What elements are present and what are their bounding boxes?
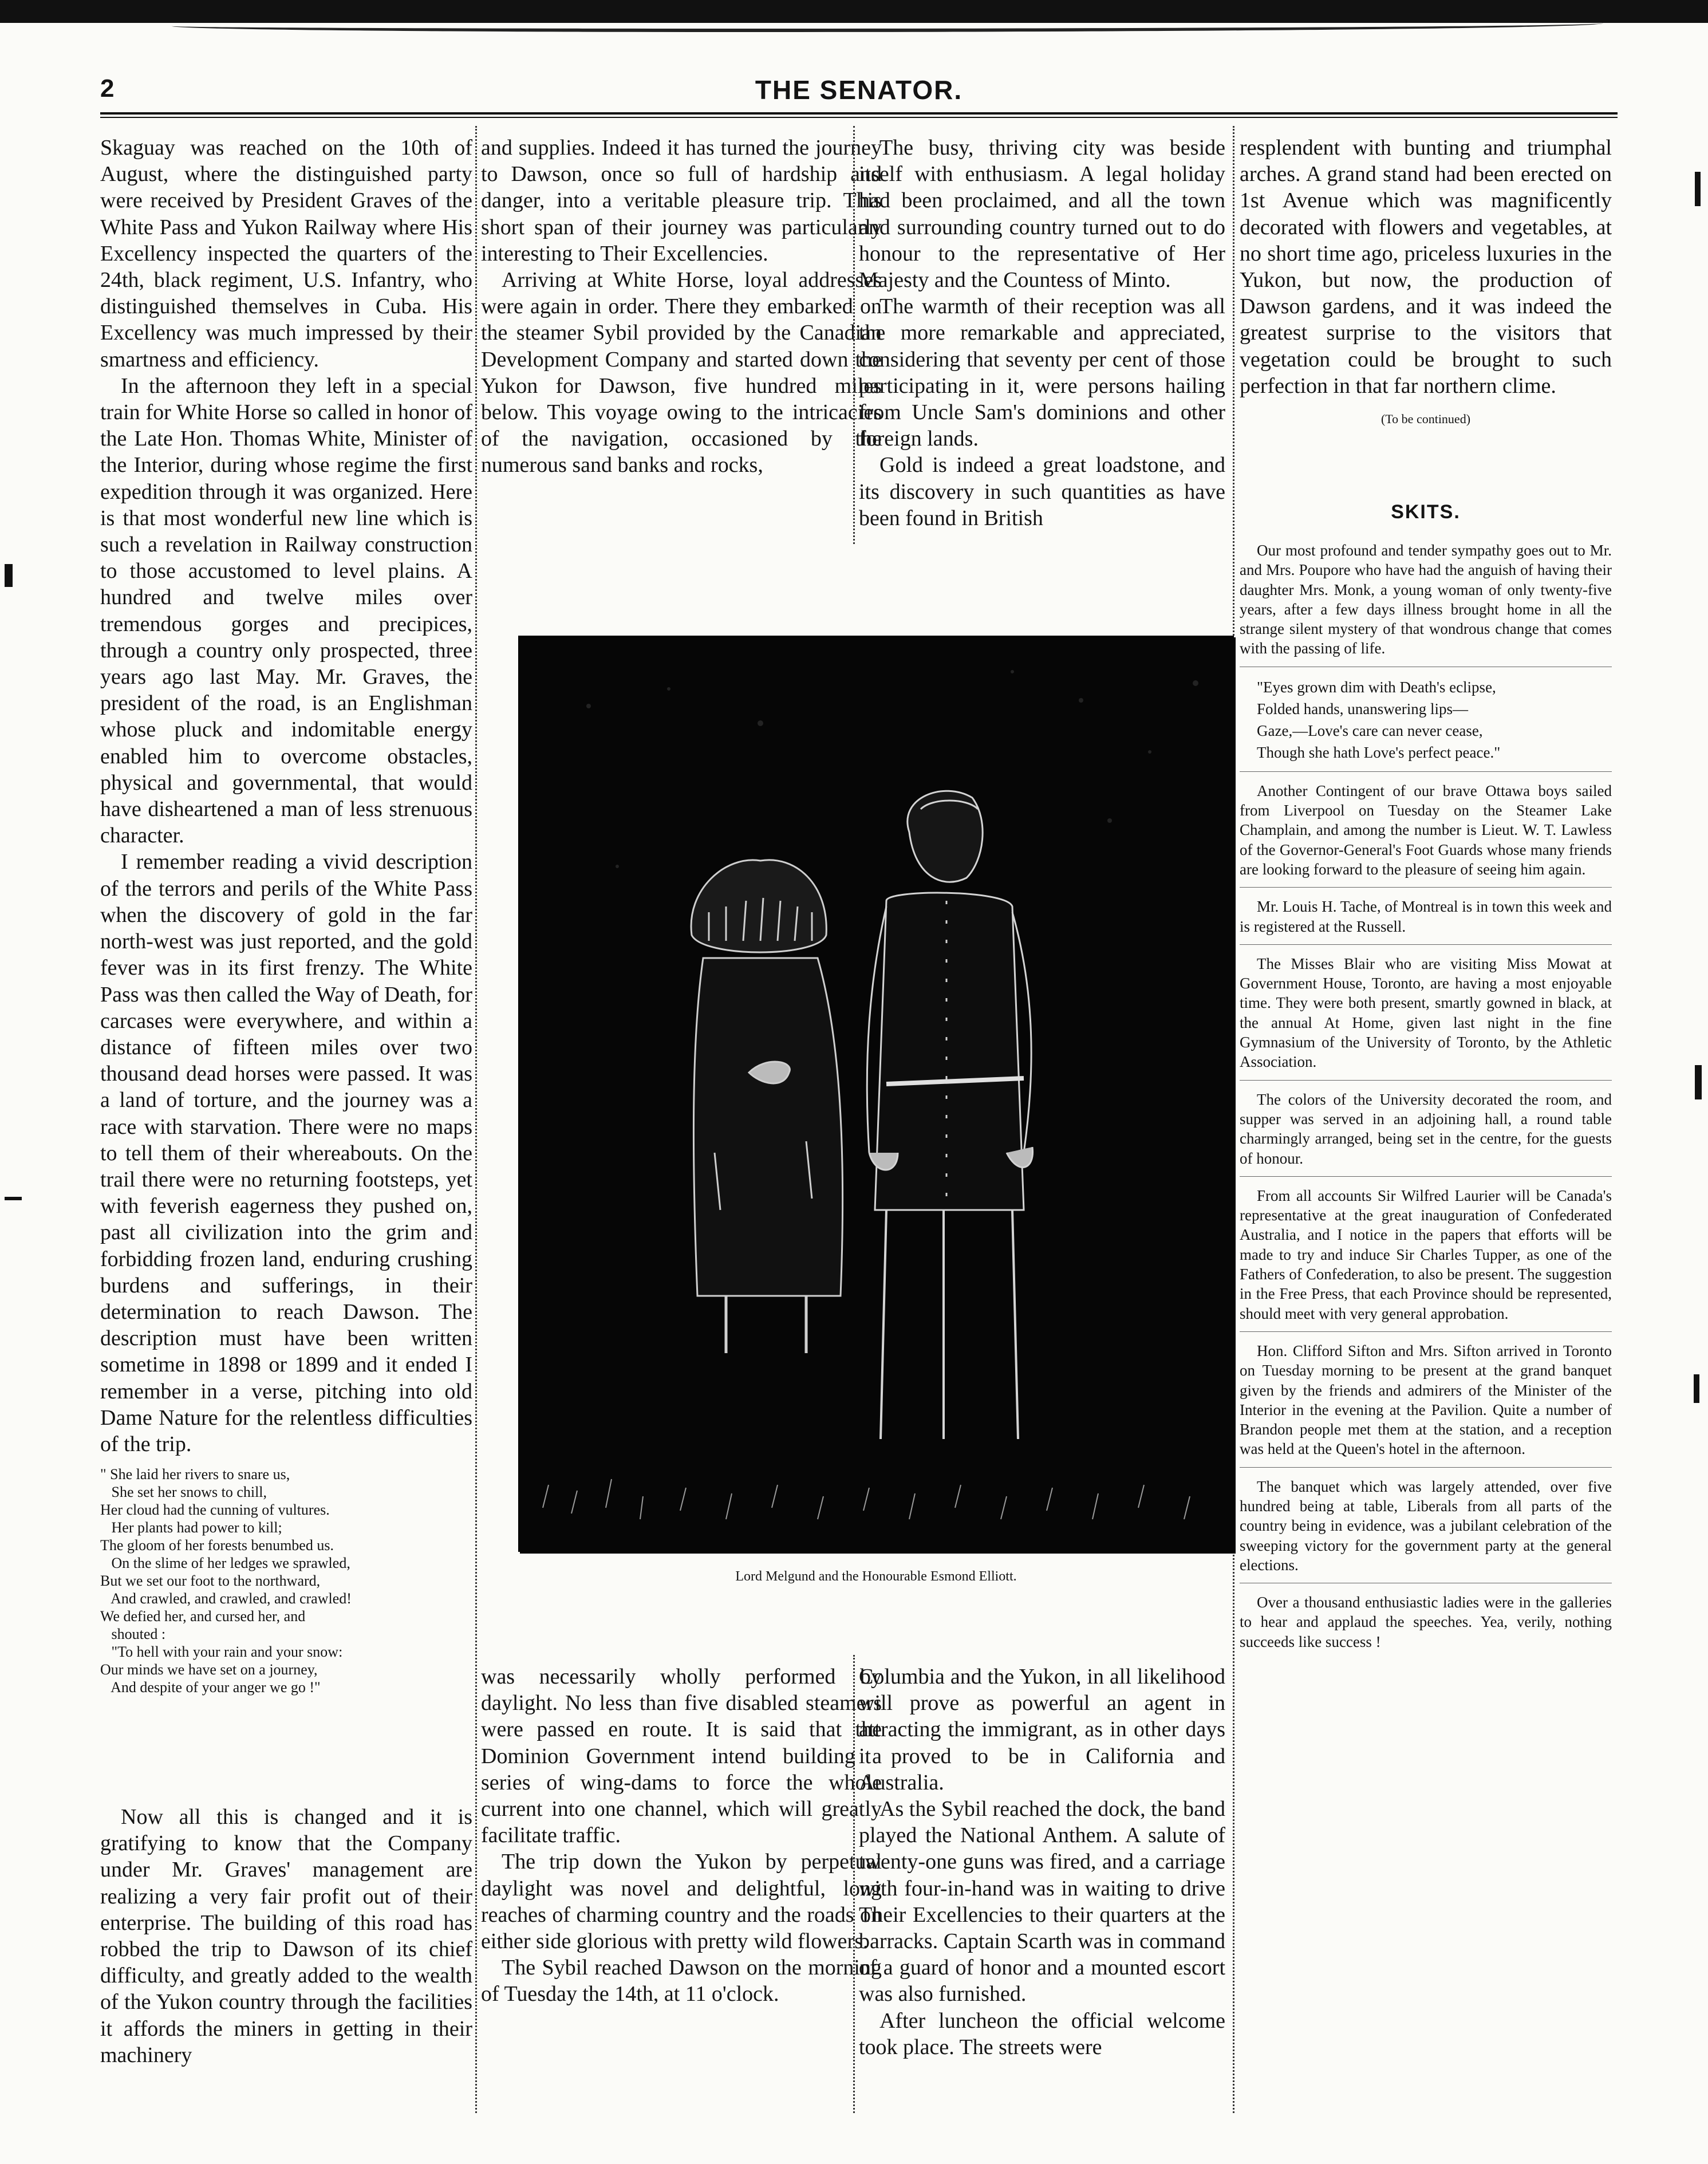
newspaper-title: THE SENATOR. bbox=[755, 75, 963, 105]
scan-mark-right-2 bbox=[1695, 1065, 1702, 1099]
verse-line: Though she hath Love's perfect peace." bbox=[1257, 743, 1501, 761]
paragraph: The busy, thriving city was beside itself with enthusiasm. A legal holiday had been proclaimed, and all the town and surrounding country turned out to do honour to the representative of Her Majesty and the Countess of Minto. bbox=[859, 136, 1225, 293]
paragraph: The warmth of their reception was all the more remarkable and appreciated, considering that seventy per cent of those participating in it, were persons hailing from Uncle Sam's dominions and other foreign lands. bbox=[859, 294, 1225, 451]
poem-line: We defied her, and cursed her, and bbox=[100, 1608, 306, 1625]
paragraph: and supplies. Indeed it has turned the journey to Dawson, once so full of hardship and danger, into a veritable pleasure trip. This short span of their journey was particularly interesting to Their Excellencies. bbox=[481, 136, 882, 266]
verse-line: Gaze,—Love's care can never cease, bbox=[1257, 722, 1483, 739]
skit-item: From all accounts Sir Wilfred Laurier will be Canada's representative at the great inauguration of Confederated Australia, and I notice in the papers that efforts will be made to try and induce Sir Charles Tupper, as one of the Fathers of Confederation, to also be present. The suggestion in the Free Press, that each Province should be represented, should meet with very general approbation. bbox=[1240, 1186, 1612, 1332]
skit-item: The colors of the University decorated the room, and supper was served in an adjoining hall, a round table charmingly arranged, being set in the centre, for the guests of honour. bbox=[1240, 1090, 1612, 1177]
column-1-top bbox=[100, 135, 472, 1696]
paragraph: The Sybil reached Dawson on the morning of Tuesday the 14th, at 11 o'clock. bbox=[481, 1956, 882, 2007]
column-rule bbox=[853, 1655, 855, 2113]
poem-line: Our minds we have set on a journey, bbox=[100, 1661, 318, 1678]
header-rule-thin bbox=[100, 117, 1618, 118]
skit-item: Hon. Clifford Sifton and Mrs. Sifton arrived in Toronto on Tuesday morning to be present at the grand banquet given by the friends and admirers of the Minister of the Interior in the evening at the Pavilion. Quite a number of Brandon people met them at the station, and a reception was held at the Queen's hotel in the afternoon. bbox=[1240, 1341, 1612, 1468]
column-3-bottom bbox=[859, 1664, 1225, 2110]
paragraph: After luncheon the official welcome took place. The streets were bbox=[859, 2008, 1225, 2059]
paragraph: resplendent with bunting and triumphal arches. A grand stand had been erected on 1st Avenue which was magnificently decorated with flowers and vegetables, at no short time ago, priceless luxuries in the Yukon, but now, the production of Dawson gardens, and it was indeed the greatest surprise to the visitors that vegetation could be brought to such perfection in that far northern clime. bbox=[1240, 136, 1612, 398]
poem-line: But we set our foot to the northward, bbox=[100, 1572, 321, 1590]
photo-caption: Lord Melgund and the Honourable Esmond Elliott. bbox=[735, 1569, 1017, 1584]
poem-line: On the slime of her ledges we sprawled, bbox=[100, 1555, 350, 1572]
poem-line: " She laid her rivers to snare us, bbox=[100, 1466, 290, 1483]
poem-line: shouted : bbox=[100, 1626, 166, 1643]
verse-line: Folded hands, unanswering lips— bbox=[1257, 700, 1468, 718]
poem-line: Her plants had power to kill; bbox=[100, 1519, 282, 1536]
scan-mark-left-2 bbox=[5, 1197, 22, 1200]
paragraph: The trip down the Yukon by perpetual daylight was novel and delightful, long reaches of charming country and the roads on either side glorious with pretty wild flowers. bbox=[481, 1850, 882, 1954]
section-title: SKITS. bbox=[1391, 501, 1461, 523]
photo-figures-image bbox=[520, 637, 1236, 1554]
figure-boy bbox=[691, 860, 843, 1353]
paragraph: As the Sybil reached the dock, the band played the National Anthem. A salute of twenty-one guns was fired, and a carriage with four-in-hand was in waiting to drive Their Excellencies to their quarters at the barracks. Captain Scarth was in command of a guard of honor and a mounted escort was also furnished. bbox=[859, 1797, 1225, 2007]
paragraph: Skaguay was reached on the 10th of August, where the distinguished party were received by President Graves of the White Pass and Yukon Railway where His Excellency inspected the quarters of the 24th, black regiment, U.S. Infantry, who distinguished themselves in Cuba. His Excellency was much impressed by their smartness and efficiency. bbox=[100, 136, 472, 372]
skit-item: Over a thousand enthusiastic ladies were in the galleries to hear and applaud the speeches. Yea, verily, nothing succeeds like success ! bbox=[1240, 1594, 1612, 1650]
paragraph: Now all this is changed and it is gratifying to know that the Company under Mr. Graves' management are realizing a very fair profit out of their enterprise. The building of this road has robbed the trip to Dawson of its chief difficulty, and greatly added to the wealth of the Yukon country through the facilities it affords the miners in getting in their machinery bbox=[100, 1805, 472, 2067]
column-rule bbox=[853, 126, 855, 544]
photograph bbox=[518, 636, 1234, 1552]
paragraph: Arriving at White Horse, loyal addresses were again in order. There they embarked on the steamer Sybil provided by the Canadian Development Company and started down the Yukon for Dawson, five hundred miles below. This voyage owing to the intricacies of the navigation, occasioned by the numerous sand banks and rocks, bbox=[481, 268, 882, 478]
poem-line: And crawled, and crawled, and crawled! bbox=[100, 1590, 352, 1607]
column-3-top bbox=[859, 135, 1225, 547]
poem-line: She set her snows to chill, bbox=[100, 1484, 267, 1501]
page-number: 2 bbox=[100, 74, 115, 103]
continued-note: (To be continued) bbox=[1380, 412, 1471, 427]
poem-line: "To hell with your rain and your snow: bbox=[100, 1643, 343, 1661]
column-2-top bbox=[481, 135, 882, 547]
poem-line: And despite of your anger we go !" bbox=[100, 1679, 321, 1696]
poem-line: Her cloud had the cunning of vultures. bbox=[100, 1501, 330, 1519]
skit-item: Mr. Louis H. Tache, of Montreal is in town this week and is registered at the Russell. bbox=[1240, 897, 1612, 945]
page-header bbox=[100, 74, 1618, 109]
column-2-bottom bbox=[481, 1664, 882, 2110]
paragraph: I remember reading a vivid description of the terrors and perils of the White Pass when the discovery of gold in the far north-west was just reported, and the gold fever was in its first frenzy. The White Pass was then called the Way of Death, for carcases were everywhere, and within a distance of fifteen miles over two thousand dead horses were passed. It was a land of torture, and the journey was a race with starvation. There were no maps to tell them of their whereabouts. On the trail there were no returning footsteps, yet with feverish eagerness they pushed on, past all civilization into the grim and forbidding frozen land, enduring crushing burdens and sufferings, in their determination to reach Dawson. The description must have been written sometime in 1898 or 1899 and it ended I remember in a verse, pitching into old Dame Nature for the relentless difficulties of the trip. bbox=[100, 850, 472, 1456]
paragraph: Gold is indeed a great loadstone, and its discovery in such quantities as have been found in British bbox=[859, 453, 1225, 530]
paragraph: In the afternoon they left in a special train for White Horse so called in honor of the Late Hon. Thomas White, Minister of the Interior, during whose regime the first expedition through it was organized. Here is that most wonderful new line which is such a revelation in Railway construction to those accustomed to level plains. A hundred and twelve miles over tremendous gorges and precipices, through a country only prospected, three years ago last May. Mr. Graves, the president of the road, is an Englishman whose pluck and indomitable energy enabled him to overcome obstacles, physical and governmental, that would have disheartened a man of less strenuous character. bbox=[100, 373, 472, 848]
column-4-top bbox=[1240, 135, 1612, 467]
paragraph: was necessarily wholly performed by daylight. No less than five disabled steamers were passed en route. It is said that the Dominion Government intend building a series of wing-dams to force the whole current into one channel, which will greatly facilitate traffic. bbox=[481, 1665, 882, 1848]
header-rule bbox=[100, 112, 1618, 115]
skit-verse bbox=[1240, 676, 1612, 772]
poem-line: The gloom of her forests benumbed us. bbox=[100, 1537, 334, 1554]
skit-item: The banquet which was largely attended, over five hundred being at table, Liberals from all parts of the country being in evidence, was a jubilant celebration of the sweeping victory for the government party at the general elections. bbox=[1240, 1477, 1612, 1583]
scan-mark-right-3 bbox=[1694, 1374, 1699, 1403]
poem-verse bbox=[100, 1465, 472, 1696]
scan-mark-right-1 bbox=[1695, 172, 1701, 206]
skit-item: Our most profound and tender sympathy goes out to Mr. and Mrs. Poupore who have had the anguish of having their daughter Mrs. Monk, a young woman of only twenty-five years, after a few days illness brought home in all the strange silent mystery of that wondrous change that comes with the passing of life. bbox=[1240, 541, 1612, 667]
skit-item: Another Contingent of our brave Ottawa boys sailed from Liverpool on Tuesday on the Steamer Lake Champlain, and among the number is Lieut. W. T. Lawless of the Governor-General's Foot Guards whose many friends are looking forward to the pleasure of seeing him again. bbox=[1240, 781, 1612, 888]
scan-top-curl bbox=[172, 17, 1603, 32]
skits-section bbox=[1240, 501, 1612, 2110]
scan-mark-left-1 bbox=[5, 564, 13, 587]
verse-line: "Eyes grown dim with Death's eclipse, bbox=[1257, 678, 1496, 696]
column-1-bottom bbox=[100, 1804, 472, 2107]
skit-item: The Misses Blair who are visiting Miss Mowat at Government House, Toronto, are having a most enjoyable time. They were both present, smartly gowned in black, at the annual At Home, given last night in the fine Gymnasium of the University of Toronto, by the Athletic Association. bbox=[1240, 954, 1612, 1081]
paragraph: Columbia and the Yukon, in all likelihood will prove as powerful an agent in attracting the immigrant, as in other days it proved to be in California and Australia. bbox=[859, 1665, 1225, 1795]
column-rule bbox=[475, 126, 477, 2113]
